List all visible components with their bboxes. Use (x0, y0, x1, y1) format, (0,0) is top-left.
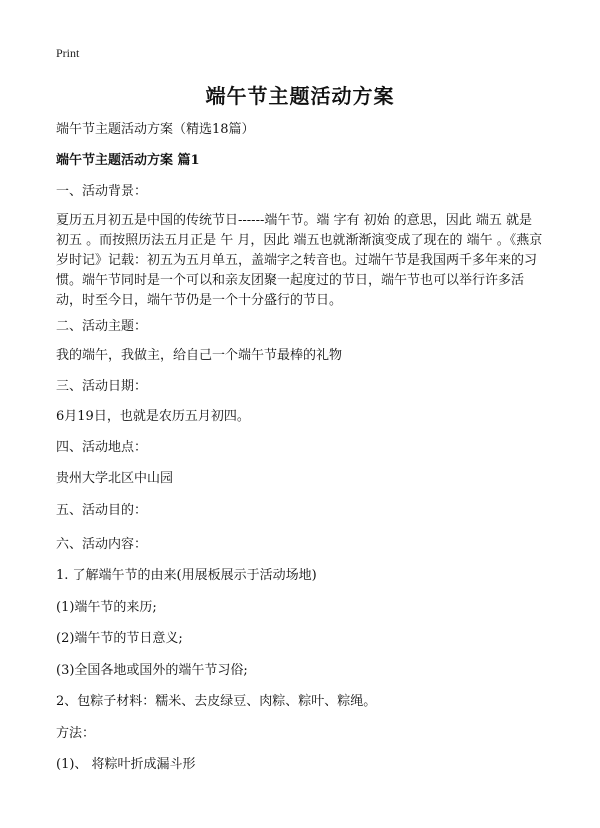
method-step-1: (1)、 将粽叶折成漏斗形 (56, 757, 196, 772)
background-heading: 一、活动背景： (56, 184, 148, 199)
theme-text: 我的端午，我做主，给自己一个端午节最棒的礼物 (56, 348, 343, 363)
content-item-1c: (3)全国各地或国外的端午节习俗; (56, 663, 248, 678)
content-item-1a: (1)端午节的来历; (56, 600, 157, 615)
document-title: 端午节主题活动方案 (205, 84, 395, 108)
content-heading: 六、活动内容： (56, 537, 148, 552)
date-text: 6月19日，也就是农历五月初四。 (56, 409, 250, 424)
place-text: 贵州大学北区中山园 (56, 471, 174, 486)
print-link[interactable]: Print (56, 46, 80, 60)
content-item-1: 1. 了解端午节的由来(用展板展示于活动场地) (56, 568, 317, 583)
date-heading: 三、活动日期： (56, 379, 148, 394)
theme-heading: 二、活动主题： (56, 319, 148, 334)
method-heading: 方法： (56, 726, 96, 741)
document-subtitle: 端午节主题活动方案（精选18篇） (56, 122, 255, 137)
purpose-heading: 五、活动目的： (56, 503, 148, 518)
content-item-2: 2、包粽子材料：糯米、去皮绿豆、肉粽、粽叶、粽绳。 (56, 694, 377, 709)
section-heading: 端午节主题活动方案 篇1 (56, 153, 200, 168)
background-paragraph: 夏历五月初五是中国的传统节日------端午节。端 字有 初始 的意思，因此 端五 就是 初五 。而按照历法五月正是 午 月，因此 端五也就渐渐演变成了现在的 端午 。《燕京岁时记》记载：初五为五月单五，盖端字之转音也。过端午节是我国两千多年来的习惯。端午节同时是一个可以和亲友团聚一起度过的节日，端午节也可以举行许多活动，时至今日，端午节仍是一个十分盛行的节日。 (56, 213, 543, 308)
place-heading: 四、活动地点： (56, 440, 148, 455)
content-item-1b: (2)端午节的节日意义; (56, 631, 183, 646)
